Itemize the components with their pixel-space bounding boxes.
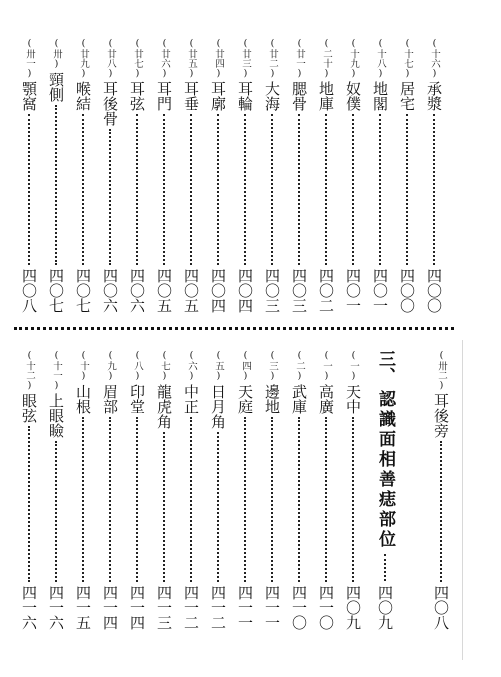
dot-leader	[28, 426, 30, 582]
toc-entry	[72, 38, 94, 313]
dot-leader	[352, 114, 354, 265]
dot-leader	[217, 114, 219, 265]
entry-page: 四〇三	[263, 268, 281, 313]
entry-number: (六)	[186, 350, 197, 382]
entry-title: 喉結	[74, 81, 92, 111]
entry-number: (廿二)	[267, 38, 278, 79]
toc-entry	[261, 350, 283, 630]
section-heading	[374, 350, 396, 630]
entry-page: 四一六	[47, 585, 65, 630]
entry-page: 四〇六	[101, 268, 119, 313]
scan-edge	[462, 340, 471, 660]
entry-number: (八)	[132, 350, 143, 382]
dot-leader	[55, 441, 57, 582]
entry-title: 耳後旁	[432, 393, 450, 438]
toc-entry	[153, 38, 175, 313]
dot-leader	[190, 417, 192, 583]
dot-leader	[325, 114, 327, 265]
dot-leader	[244, 417, 246, 583]
entry-number: (三)	[267, 350, 278, 382]
dot-leader	[82, 114, 84, 265]
toc-entry	[153, 350, 175, 630]
toc-entry	[369, 38, 391, 313]
entry-number: (卅)	[51, 38, 62, 70]
entry-number: (廿一)	[294, 38, 305, 79]
toc-entry	[288, 350, 310, 630]
entry-page: 四〇五	[155, 268, 173, 313]
entry-title: 高廣	[317, 383, 335, 414]
entry-number: (二)	[294, 350, 305, 382]
toc-entry	[180, 38, 202, 313]
entry-title: 耳門	[155, 81, 173, 111]
entry-title: 上眼瞼	[47, 393, 65, 438]
entry-page: 四〇二	[317, 268, 335, 313]
entry-number: (廿三)	[240, 38, 251, 79]
toc-entry	[396, 38, 418, 313]
entry-number: (廿七)	[132, 38, 143, 79]
entry-page: 四一二	[182, 585, 200, 630]
entry-number: (五)	[213, 350, 224, 382]
entry-page: 四一三	[155, 585, 173, 630]
toc-entry	[126, 38, 148, 313]
section-label: 三、	[375, 350, 395, 384]
entry-number: (卅二)	[436, 350, 447, 391]
entry-page: 四〇六	[128, 268, 146, 313]
toc-entry	[99, 350, 121, 630]
entry-title: 地庫	[317, 81, 335, 111]
entry-page: 四一〇	[290, 585, 308, 630]
dot-leader	[379, 114, 381, 265]
entry-page: 四一五	[74, 585, 92, 630]
toc-entry	[261, 38, 283, 313]
entry-page: 四〇三	[290, 268, 308, 313]
dot-leader	[384, 554, 386, 581]
toc-entry	[234, 38, 256, 313]
entry-number: (十八)	[375, 38, 386, 79]
dot-leader	[109, 417, 111, 583]
dot-leader	[406, 114, 408, 265]
toc-entry	[234, 350, 256, 630]
entry-number: (一)	[321, 350, 332, 382]
entry-page: 四〇〇	[398, 268, 416, 313]
toc-entry	[99, 38, 121, 313]
entry-number: (十二)	[24, 350, 35, 391]
entry-number: (一)	[348, 350, 359, 382]
entry-title: 顎窩	[20, 81, 38, 111]
entry-title: 大海	[263, 81, 281, 111]
entry-number: (十一)	[51, 350, 62, 391]
toc-entry	[72, 350, 94, 630]
entry-page: 四〇四	[236, 268, 254, 313]
entry-page: 四〇一	[371, 268, 389, 313]
toc-entry	[423, 38, 445, 313]
toc-entry	[315, 38, 337, 313]
entry-number: (十)	[78, 350, 89, 382]
entry-title: 天庭	[236, 383, 254, 414]
dot-leader	[298, 417, 300, 583]
toc-entry	[207, 350, 229, 630]
toc-entry	[45, 38, 67, 313]
section-page: 四〇九	[376, 585, 394, 630]
entry-number: (七)	[159, 350, 170, 382]
dot-leader	[433, 114, 435, 265]
dot-leader	[28, 114, 30, 265]
entry-number: (九)	[105, 350, 116, 382]
toc-entry	[18, 350, 40, 630]
entry-page: 四一二	[209, 585, 227, 630]
entry-number: (卅一)	[24, 38, 35, 79]
entry-title: 頸側	[47, 71, 65, 102]
entry-title: 居宅	[398, 81, 416, 111]
entry-title: 耳垂	[182, 81, 200, 111]
toc-entry	[342, 38, 364, 313]
toc-entry	[315, 350, 337, 630]
entry-number: (廿五)	[186, 38, 197, 79]
entry-title: 邊地	[263, 383, 281, 414]
entry-number: (二十)	[321, 38, 332, 79]
section-title: 認識面相善痣部位	[375, 390, 395, 550]
entry-title: 耳輪	[236, 81, 254, 111]
toc-entry	[288, 38, 310, 313]
entry-number: (廿八)	[105, 38, 116, 79]
entry-page: 四一一	[263, 585, 281, 630]
toc-entry	[18, 38, 40, 313]
entry-title: 奴僕	[344, 81, 362, 111]
entry-title: 眉部	[101, 383, 119, 414]
dot-leader	[109, 129, 111, 265]
entry-page: 四〇一	[344, 268, 362, 313]
entry-number: (十九)	[348, 38, 359, 79]
section-divider	[14, 327, 454, 330]
entry-number: (四)	[240, 350, 251, 382]
entry-number: (十七)	[402, 38, 413, 79]
entry-page: 四一一	[236, 585, 254, 630]
entry-page: 四〇〇	[425, 268, 443, 313]
toc-entry	[126, 350, 148, 630]
dot-leader	[440, 441, 442, 582]
entry-title: 眼弦	[20, 393, 38, 423]
entry-page: 四一四	[101, 585, 119, 630]
entry-page: 四〇七	[47, 268, 65, 313]
toc-entry	[180, 350, 202, 630]
entry-title: 承漿	[425, 81, 443, 111]
entry-number: (廿四)	[213, 38, 224, 79]
dot-leader	[82, 417, 84, 583]
dot-leader	[298, 114, 300, 265]
dot-leader	[352, 417, 354, 583]
entry-number: (廿六)	[159, 38, 170, 79]
dot-leader	[136, 417, 138, 583]
entry-title: 耳弦	[128, 81, 146, 111]
entry-number: (廿九)	[78, 38, 89, 79]
entry-page: 四一六	[20, 585, 38, 630]
dot-leader	[217, 432, 219, 583]
entry-page: 四〇四	[209, 268, 227, 313]
entry-title: 山根	[74, 383, 92, 414]
entry-page: 四〇七	[74, 268, 92, 313]
entry-title: 耳後骨	[101, 81, 119, 126]
entry-title: 日月角	[209, 383, 227, 429]
toc-entry	[45, 350, 67, 630]
entry-title: 腮骨	[290, 81, 308, 111]
dot-leader	[325, 417, 327, 583]
dot-leader	[271, 417, 273, 583]
entry-page: 四一四	[128, 585, 146, 630]
dot-leader	[190, 114, 192, 265]
dot-leader	[136, 114, 138, 265]
entry-title: 武庫	[290, 383, 308, 414]
entry-title: 耳廓	[209, 81, 227, 111]
entry-title: 天中	[344, 383, 362, 414]
toc-entry	[342, 350, 364, 630]
entry-number: (十六)	[429, 38, 440, 79]
entry-title: 龍虎角	[155, 383, 173, 429]
dot-leader	[55, 105, 57, 266]
dot-leader	[163, 432, 165, 583]
dot-leader	[271, 114, 273, 265]
entry-page: 四〇九	[344, 585, 362, 630]
entry-page: 四〇八	[20, 268, 38, 313]
entry-page: 四一〇	[317, 585, 335, 630]
entry-title: 地閣	[371, 81, 389, 111]
toc-entry	[207, 38, 229, 313]
entry-title: 印堂	[128, 383, 146, 414]
dot-leader	[163, 114, 165, 265]
entry-page: 四〇八	[432, 585, 450, 630]
dot-leader	[244, 114, 246, 265]
toc-entry-continuation	[430, 350, 452, 630]
entry-title: 中正	[182, 383, 200, 414]
entry-page: 四〇五	[182, 268, 200, 313]
